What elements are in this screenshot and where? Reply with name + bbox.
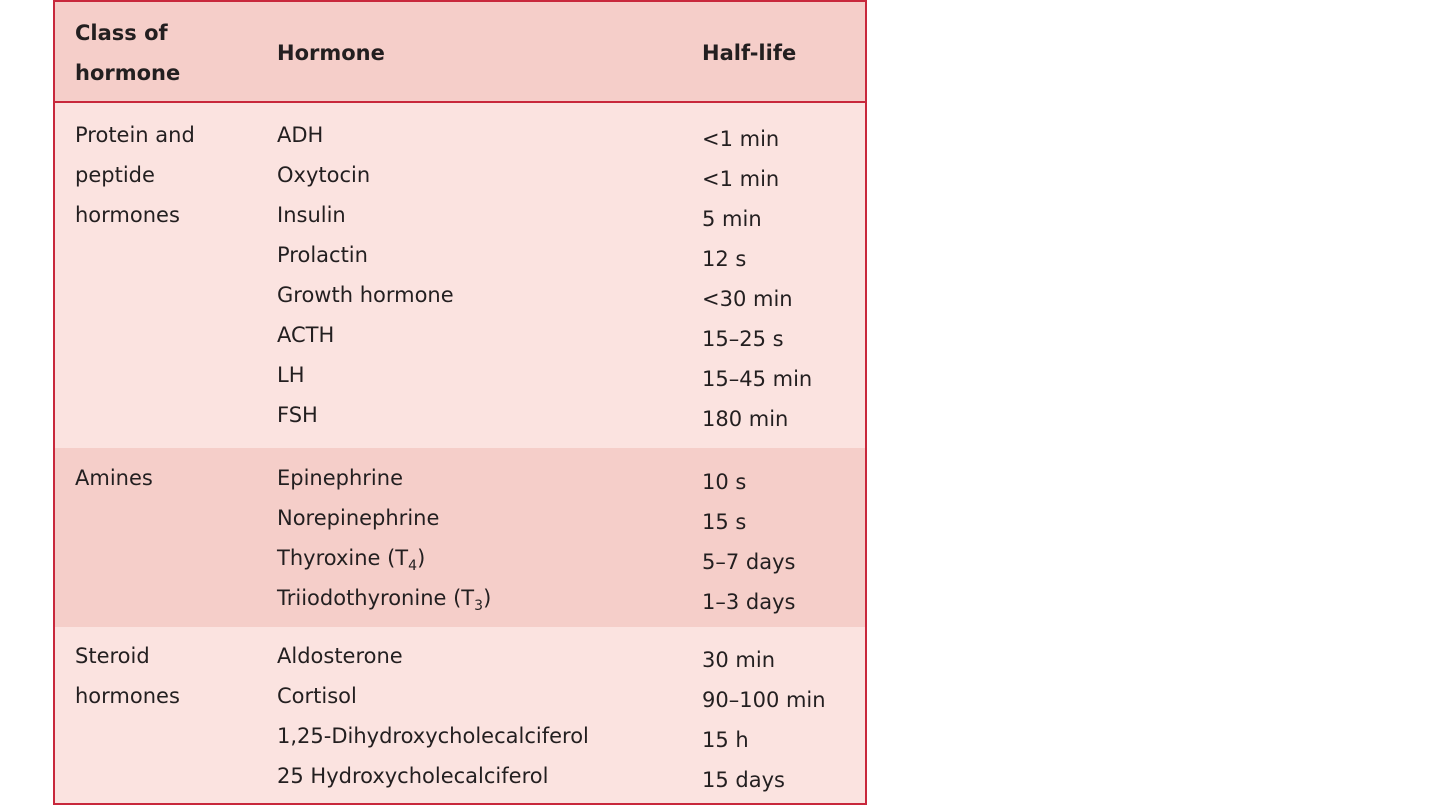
half-life-cell: 15–25 s [702, 327, 784, 351]
half-life-cell: 15 h [702, 728, 749, 752]
table-row [55, 195, 865, 235]
table-row [55, 458, 865, 498]
table-row [55, 315, 865, 355]
table-row [55, 756, 865, 796]
hormone-name: 25 Hydroxycholecalciferol [277, 764, 549, 788]
half-life-cell: 5 min [702, 207, 762, 231]
hormone-name: ADH [277, 123, 324, 147]
hormone-subscript: 3 [474, 598, 484, 615]
half-life-cell: 1–3 days [702, 590, 796, 614]
hormone-cell [277, 578, 491, 618]
hormone-name: FSH [277, 403, 318, 427]
hormone-name: LH [277, 363, 305, 387]
hormone-name: Prolactin [277, 243, 368, 267]
hormone-name: Oxytocin [277, 163, 371, 187]
half-life-cell: 10 s [702, 470, 747, 494]
table-row [55, 115, 865, 155]
hormone-cell [277, 636, 403, 676]
table-row [55, 235, 865, 275]
table-group [55, 627, 865, 805]
header-hormone: Hormone [277, 41, 385, 65]
table-row [55, 155, 865, 195]
hormone-cell [277, 676, 357, 716]
table-header-row [55, 2, 865, 103]
table-group [55, 103, 865, 448]
table-row [55, 676, 865, 716]
hormone-name: Aldosterone [277, 644, 403, 668]
hormone-cell [277, 275, 454, 315]
class-of-hormone-cell: Steroid hormones [75, 644, 180, 708]
class-of-hormone-cell: Amines [75, 466, 153, 490]
hormone-cell [277, 355, 305, 395]
hormone-name: Cortisol [277, 684, 357, 708]
half-life-cell: <30 min [702, 287, 793, 311]
hormone-cell [277, 195, 346, 235]
half-life-cell: <1 min [702, 127, 780, 151]
hormone-cell [277, 315, 334, 355]
table-row [55, 636, 865, 676]
hormone-name-tail: ) [417, 546, 426, 570]
hormone-name: Insulin [277, 203, 346, 227]
hormone-cell [277, 538, 425, 578]
hormone-name: Epinephrine [277, 466, 403, 490]
hormone-cell [277, 115, 323, 155]
hormone-cell [277, 498, 439, 538]
table-row [55, 538, 865, 578]
half-life-cell: 180 min [702, 407, 789, 431]
hormone-cell [277, 458, 403, 498]
hormone-name: Thyroxine (T [277, 546, 409, 570]
hormone-name: Growth hormone [277, 283, 454, 307]
half-life-cell: <1 min [702, 167, 780, 191]
hormone-name: Triiodothyronine (T [277, 586, 475, 610]
hormone-name: ACTH [277, 323, 335, 347]
table-row [55, 716, 865, 756]
class-of-hormone-cell: Protein and peptide hormones [75, 123, 195, 227]
table-row [55, 395, 865, 435]
half-life-cell: 15 days [702, 768, 785, 792]
hormone-name: 1,25-Dihydroxycholecalciferol [277, 724, 589, 748]
table-group [55, 448, 865, 627]
table-row [55, 498, 865, 538]
header-half-life: Half-life [702, 41, 797, 65]
hormone-cell [277, 155, 370, 195]
hormone-cell [277, 756, 548, 796]
hormone-subscript: 4 [408, 558, 418, 575]
header-class-of-hormone: Class of hormone [75, 21, 181, 85]
table-row [55, 275, 865, 315]
table-row [55, 355, 865, 395]
hormone-cell [277, 235, 368, 275]
half-life-cell: 15–45 min [702, 367, 813, 391]
half-life-cell: 90–100 min [702, 688, 826, 712]
half-life-cell: 15 s [702, 510, 747, 534]
hormone-cell [277, 716, 589, 756]
hormone-half-life-table [53, 0, 867, 805]
half-life-cell: 30 min [702, 648, 775, 672]
hormone-name-tail: ) [483, 586, 492, 610]
table-row [55, 578, 865, 618]
half-life-cell: 12 s [702, 247, 747, 271]
hormone-name: Norepinephrine [277, 506, 440, 530]
hormone-cell [277, 395, 318, 435]
half-life-cell: 5–7 days [702, 550, 796, 574]
